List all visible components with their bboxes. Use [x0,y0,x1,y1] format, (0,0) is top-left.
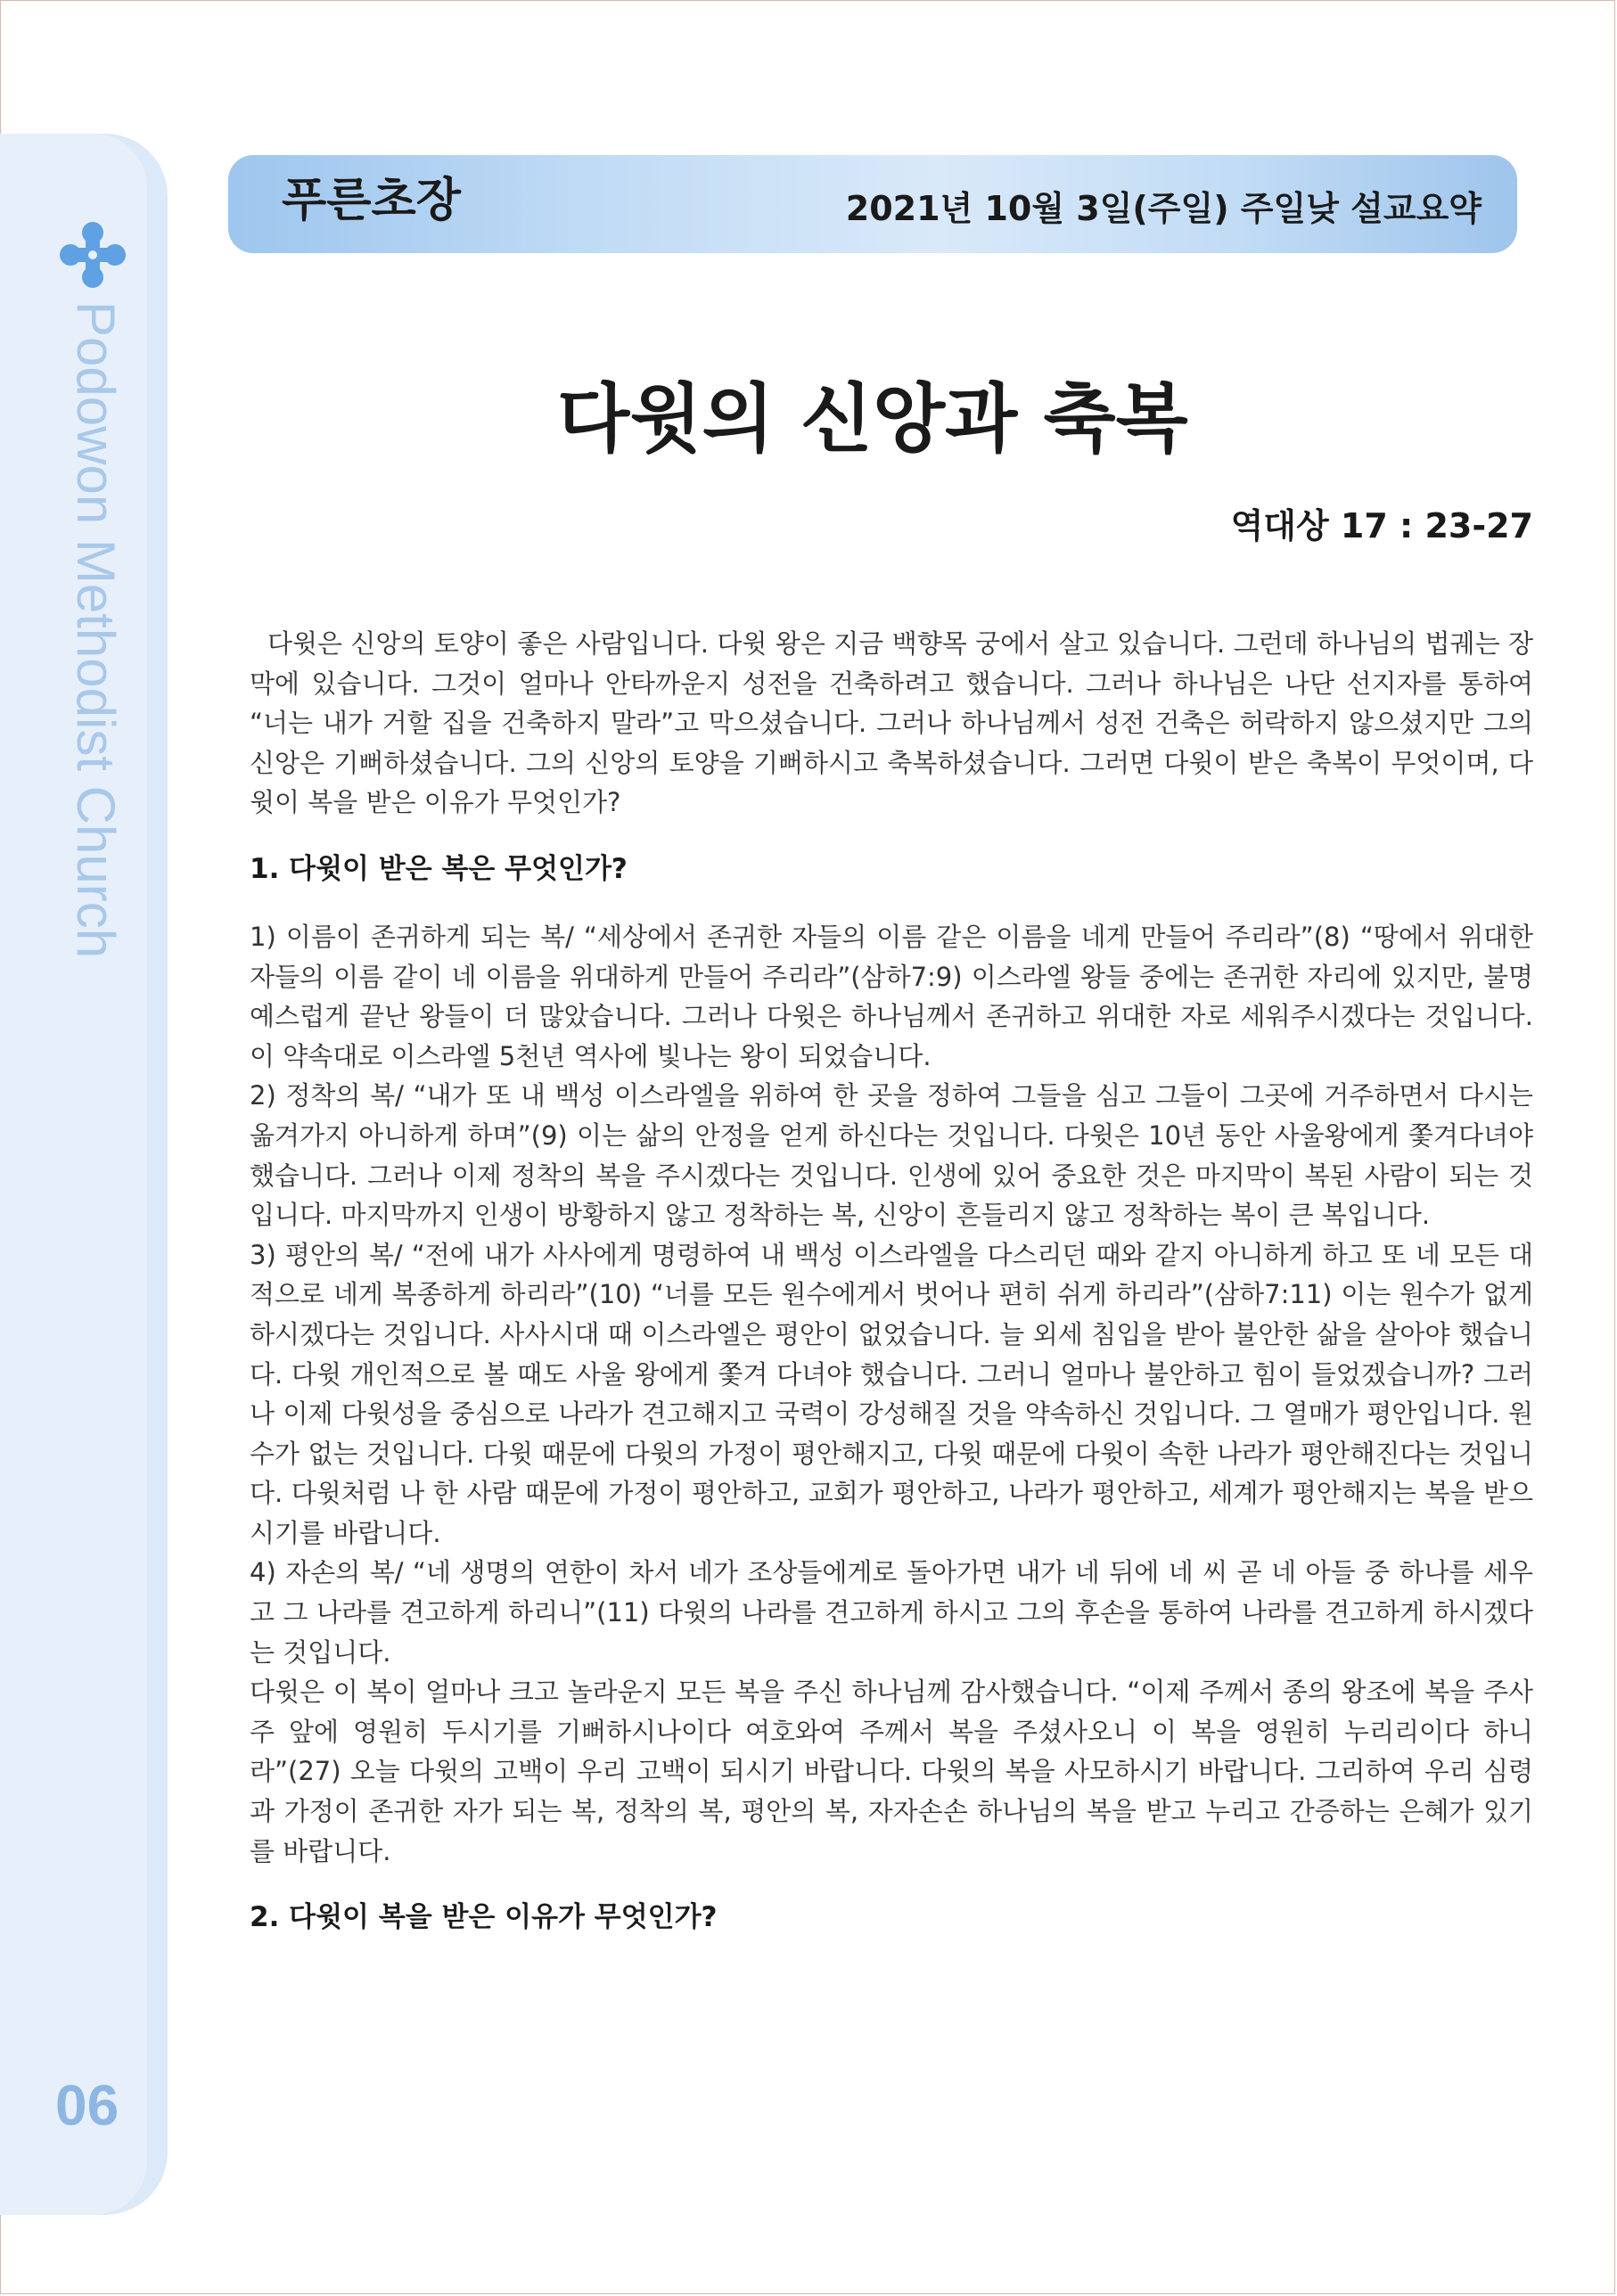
sermon-title: 다윗의 신앙과 축복 [557,374,1188,463]
body-paragraph: 1) 이름이 존귀하게 되는 복/ “세상에서 존귀한 자들의 이름 같은 이름을 네게 만들어 주리라”(8) “땅에서 위대한 자들의 이름 같이 네 이름을 위대하게 만들어 주리라”(삼하7:9) 이스라엘 왕들 중에는 존귀한 자리에 있지만, 불명예스럽게 끝난 왕들이 더 많았습니다. 그러나 다윗은 하나님께서 존귀하고 위대한 자로 세워주시겠다는 것입니다. 이 약속대로 이스라엘 5천년 역사에 빛나는 왕이 되었습니다. [250,921,1533,1071]
sermon-body [250,624,1533,1965]
section-label: 푸른초장 [282,174,461,227]
header-date: 2021년 10월 3일(주일) 주일낮 설교요약 [845,189,1482,228]
body-paragraph: 4) 자손의 복/ “네 생명의 연한이 차서 네가 조상들에게로 돌아가면 내가 네 뒤에 네 씨 곧 네 아들 중 하나를 세우고 그 나라를 견고하게 하리니”(11) 다윗의 나라를 견고하게 하시고 그의 후손을 통하여 나라를 견고하게 하시겠다는 것입니다. [250,1557,1533,1668]
body-paragraph: 3) 평안의 복/ “전에 내가 사사에게 명령하여 내 백성 이스라엘을 다스리던 때와 같지 아니하게 하고 또 네 모든 대적으로 네게 복종하게 하리라”(10) “너를 모든 원수에게서 벗어나 편히 쉬게 하리라”(삼하7:11) 이는 원수가 없게 하시겠다는 것입니다. 사사시대 때 이스라엘은 평안이 없었습니다. 늘 외세 침입을 받아 불안한 삶을 살아야 했습니다. 다윗 개인적으로 볼 때도 사울 왕에게 쫓겨 다녀야 했습니다. 그러니 얼마나 불안하고 힘이 들었겠습니까? 그러나 이제 다윗성을 중심으로 나라가 견고해지고 국력이 강성해질 것을 약속하신 것입니다. 그 열매가 평안입니다. 원수가 없는 것입니다. 다윗 때문에 다윗의 가정이 평안해지고, 다윗 때문에 다윗이 속한 나라가 평안해진다는 것입니다. 다윗처럼 나 한 사람 때문에 가정이 평안하고, 교회가 평안하고, 나라가 평안하고, 세계가 평안해지는 복을 받으시기를 바랍니다. [250,1239,1533,1548]
section-heading-1: 1. 다윗이 받은 복은 무엇인가? [250,852,628,885]
section-heading-2: 2. 다윗이 복을 받은 이유가 무엇인가? [250,1901,718,1934]
church-name: Podowon Methodist Church [66,301,126,959]
page-number: 06 [55,2073,119,2137]
body-paragraph: 다윗은 이 복이 얼마나 크고 놀라운지 모든 복을 주신 하나님께 감사했습니다. “이제 주께서 종의 왕조에 복을 주사 주 앞에 영원히 두시기를 기뻐하시나이다 여호와여 주께서 복을 주셨사오니 이 복을 영원히 누리리이다 하니라”(27) 오늘 다윗의 고백이 우리 고백이 되시기 바랍니다. 다윗의 복을 사모하시기 바랍니다. 그리하여 우리 심령과 가정이 존귀한 자가 되는 복, 정착의 복, 평안의 복, 자자손손 하나님의 복을 받고 누리고 간증하는 은혜가 있기를 바랍니다. [250,1677,1533,1866]
scripture-reference: 역대상 17 : 23-27 [1230,506,1533,545]
intro-paragraph: 다윗은 신앙의 토양이 좋은 사람입니다. 다윗 왕은 지금 백향목 궁에서 살고 있습니다. 그런데 하나님의 법궤는 장막에 있습니다. 그것이 얼마나 안타까운지 성전을 건축하려고 했습니다. 그러나 하나님은 나단 선지자를 통하여 “너는 내가 거할 집을 건축하지 말라”고 막으셨습니다. 그러나 하나님께서 성전 건축은 허락하지 않으셨지만 그의 신앙은 기뻐하셨습니다. 그의 신앙의 토양을 기뻐하시고 축복하셨습니다. 그러면 다윗이 받은 축복이 무엇이며, 다윗이 복을 받은 이유가 무엇인가? [250,628,1533,818]
body-paragraph: 2) 정착의 복/ “내가 또 내 백성 이스라엘을 위하여 한 곳을 정하여 그들을 심고 그들이 그곳에 거주하면서 다시는 옮겨가지 아니하게 하며”(9) 이는 삶의 안정을 얻게 하신다는 것입니다. 다윗은 10년 동안 사울왕에게 쫓겨다녀야 했습니다. 그러나 이제 정착의 복을 주시겠다는 것입니다. 인생에 있어 중요한 것은 마지막이 복된 사람이 되는 것입니다. 마지막까지 인생이 방황하지 않고 정착하는 복, 신앙이 흔들리지 않고 정착하는 복이 큰 복입니다. [250,1080,1533,1231]
church-cross-icon [59,221,127,289]
